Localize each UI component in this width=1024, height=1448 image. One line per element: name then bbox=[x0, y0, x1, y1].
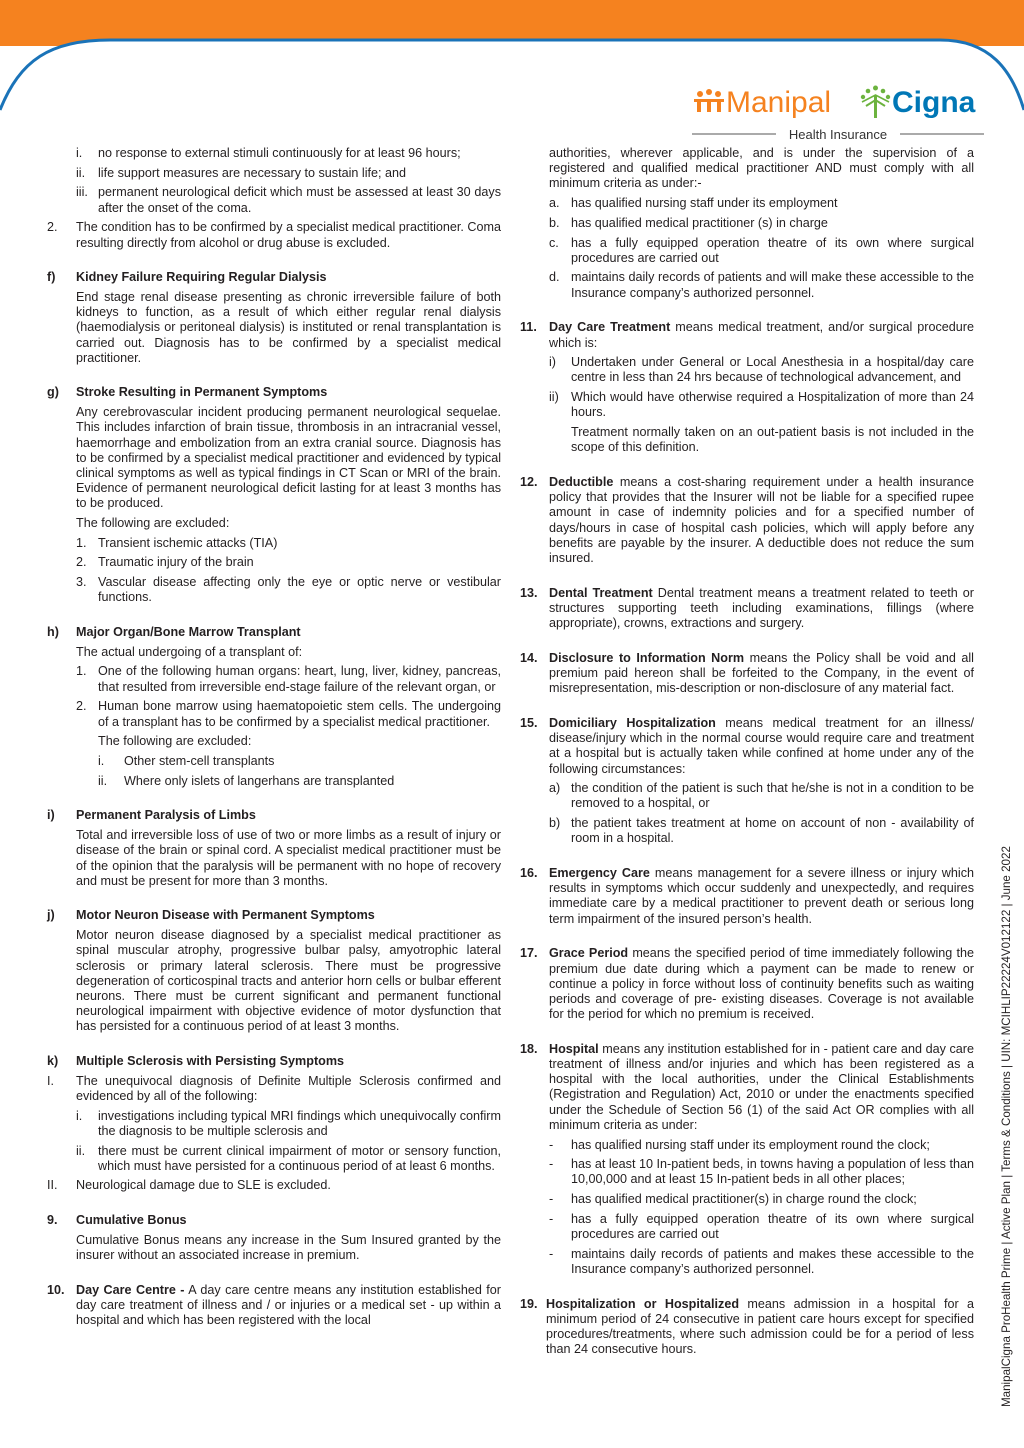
list-item: iii. permanent neurological deficit which must be assessed at least 30 days after the onset of the coma. bbox=[76, 185, 501, 215]
section-heading: k) Multiple Sclerosis with Persisting Symptoms bbox=[47, 1054, 345, 1069]
list-item: d. maintains daily records of patients and will make these accessible to the Insurance company’s authorized personnel. bbox=[549, 270, 974, 300]
list-item: i. Other stem-cell transplants bbox=[98, 754, 275, 768]
manipal-mark-icon bbox=[694, 89, 724, 112]
definition-item: 18. Hospital means any institution established for in - patient care and day care treatment of illness and/or injuries and which has been registered as a hospital with the local authorities, under the Clinical Establishments (Registration and Regulation) Act, 2010 or under the enactments specified under the Schedule of Section 56 (1) of the said Act OR complies with all minimum criteria as under: bbox=[520, 1041, 974, 1132]
list-item: a) the condition of the patient is such that he/she is not in a condition to be removed to a hospital, or bbox=[549, 781, 974, 811]
svg-text:Health Insurance: Health Insurance bbox=[788, 127, 888, 142]
list-item: ii. Where only islets of langerhans are transplanted bbox=[98, 773, 395, 788]
list-item: 2. Traumatic injury of the brain bbox=[76, 555, 254, 570]
manipal-cigna-logo bbox=[690, 82, 990, 144]
definition-item: 14. Disclosure to Information Norm means the Policy shall be void and all premium paid hereon shall be forfeited to the Company, in the event of misrepresentation, mis-description or non-disclosure of any material fact. bbox=[520, 650, 974, 696]
definition-item: 11. Day Care Treatment means medical treatment, and/or surgical procedure which is: bbox=[520, 320, 974, 350]
list-item: i) Undertaken under General or Local Anesthesia in a hospital/day care centre in less than 24 hrs because of technological advancement, and bbox=[549, 355, 974, 385]
paragraph: The following are excluded: bbox=[98, 734, 252, 749]
cigna-tree-icon bbox=[861, 86, 890, 119]
list-item: b. has qualified medical practitioner (s) in charge bbox=[549, 215, 828, 230]
paragraph: The following are excluded: bbox=[76, 516, 230, 531]
paragraph: Total and irreversible loss of use of two or more limbs as a result of injury or disease of the brain or spinal cord. A specialist medical practitioner must be of the opinion that the paralysis will be permanent with no hope of recovery and must be present for more than 3 months. bbox=[76, 828, 501, 888]
paragraph: End stage renal disease presenting as chronic irreversible failure of both kidneys to function, as a result of which either regular renal dialysis (haemodialysis or peritoneal dialysis) is instituted or renal transplantation is carried out. Diagnosis has to be confirmed by a specialist medical practitioner. bbox=[76, 289, 501, 365]
paragraph: Cumulative Bonus means any increase in the Sum Insured granted by the insurer without an associated increase in premium. bbox=[76, 1232, 501, 1263]
list-item: 2. The condition has to be confirmed by a specialist medical practitioner. Coma resulting directly from alcohol or drug abuse is excluded. bbox=[47, 220, 501, 250]
list-item: i. no response to external stimuli continuously for at least 96 hours; bbox=[76, 146, 461, 160]
paragraph: The actual undergoing of a transplant of: bbox=[76, 644, 303, 659]
paragraph: Motor neuron disease diagnosed by a specialist medical practitioner as spinal muscular atrophy, progressive bulbar palsy, amyotrophic lateral sclerosis or primary lateral sclerosis. There must be progressive degeneration of corticospinal tracts and anterior horn cells or bulbar efferent neurons. There must be current significant and permanent functional neurological impairment with objective evidence of motor dysfunction that has persisted for a continuous period of at least 3 months. bbox=[76, 928, 501, 1034]
definition-item: 15. Domiciliary Hospitalization means medical treatment for an illness/ disease/injury which in the normal course would require care and treatment at a hospital but is actually taken while confined at home under any of the following circumstances: bbox=[520, 715, 974, 776]
list-item: c. has a fully equipped operation theatre of its own where surgical procedures are carried out bbox=[549, 235, 974, 265]
svg-text:Cigna: Cigna bbox=[892, 86, 976, 119]
definition-item: 13. Dental Treatment Dental treatment means a treatment related to teeth or structures supporting teeth including examinations, fillings (where appropriate), crowns, extractions and surgery. bbox=[520, 585, 974, 631]
left-column bbox=[47, 146, 501, 1333]
list-item: - has qualified medical practitioner(s) in charge round the clock; bbox=[549, 1192, 917, 1207]
side-footer-text: ManipalCigna ProHealth Prime | Active Plan | Terms & Conditions | UIN: MCIHLIP22224V012122 | June 2022 bbox=[1000, 846, 1013, 1407]
list-item: - maintains daily records of patients and makes these accessible to the Insurance company’s authorized personnel. bbox=[549, 1246, 974, 1276]
list-item: - has qualified nursing staff under its employment round the clock; bbox=[549, 1137, 930, 1152]
list-item: a. has qualified nursing staff under its employment bbox=[549, 196, 838, 211]
definition-item: 17. Grace Period means the specified period of time immediately following the premium due date during which a payment can be made to renew or continue a policy in force without loss of continuity benefits such as waiting periods and coverage of pre- existing diseases. Coverage is not available for the period for which no premium is received. bbox=[520, 946, 974, 1022]
list-item: - has a fully equipped operation theatre of its own where surgical procedures are carried out bbox=[549, 1211, 974, 1242]
list-item: - has at least 10 In-patient beds, in towns having a population of less than 10,00,000 and at least 15 In-patient beds in all other places; bbox=[549, 1157, 974, 1187]
section-heading: f) Kidney Failure Requiring Regular Dialysis bbox=[47, 270, 327, 285]
list-item: ii) Which would have otherwise required a Hospitalization of more than 24 hours. bbox=[549, 390, 974, 420]
list-item: ii. there must be current clinical impairment of motor or sensory function, which must have persisted for a continuous period of at least 6 months. bbox=[76, 1143, 501, 1173]
list-item: 1. One of the following human organs: heart, lung, liver, kidney, pancreas, that resulted from irreversible end-stage failure of the relevant organ, or bbox=[76, 664, 501, 694]
section-heading: j) Motor Neuron Disease with Permanent Symptoms bbox=[47, 908, 375, 923]
section-heading: g) Stroke Resulting in Permanent Symptoms bbox=[47, 385, 328, 400]
paragraph: Any cerebrovascular incident producing permanent neurological sequelae. This includes infarction of brain tissue, thrombosis in an intracranial vessel, haemorrhage and embolization from an extra cranial source. Diagnosis has to be confirmed by a specialist medical practitioner and evidenced by typical clinical symptoms as well as typical findings in CT Scan or MRI of the brain. Evidence of permanent neurological deficit lasting for at least 3 months has to be produced. bbox=[76, 405, 501, 511]
section-heading: i) Permanent Paralysis of Limbs bbox=[47, 808, 256, 823]
right-column bbox=[520, 146, 974, 1362]
definition-item: 12. Deductible means a cost-sharing requirement under a health insurance policy that provides that the Insurer will not be liable for a specified rupee amount in case of indemnity policies and for a specified number of days/hours in case of hospital cash policies, which will apply before any benefits are payable by the insurer. A deductible does not reduce the sum insured. bbox=[520, 474, 974, 565]
list-item: b) the patient takes treatment at home on account of non - availability of room in a hospital. bbox=[549, 816, 974, 846]
list-item: i. investigations including typical MRI findings which unequivocally confirm the diagnosis to be multiple sclerosis and bbox=[76, 1108, 501, 1138]
section-heading: 9. Cumulative Bonus bbox=[47, 1213, 187, 1228]
list-item: I. The unequivocal diagnosis of Definite Multiple Sclerosis confirmed and evidenced by all of the following: bbox=[47, 1073, 501, 1103]
list-item: 1. Transient ischemic attacks (TIA) bbox=[76, 535, 278, 550]
list-item: 3. Vascular disease affecting only the eye or optic nerve or vestibular functions. bbox=[76, 575, 501, 605]
definition-item: 16. Emergency Care means management for a severe illness or injury which results in symptoms which occur suddenly and unexpectedly, and requires immediate care by a medical practitioner to prevent death or serious long term impairment of the insured person’s health. bbox=[520, 866, 974, 926]
svg-text:Manipal: Manipal bbox=[726, 86, 832, 119]
definition-item: 19. Hospitalization or Hospitalized means admission in a hospital for a minimum period of 24 consecutive in patient care hours except for specified procedures/treatments, where such admission could be for a period of less than 24 consecutive hours. bbox=[520, 1296, 975, 1357]
list-item: ii. life support measures are necessary to sustain life; and bbox=[76, 165, 407, 180]
section-heading: h) Major Organ/Bone Marrow Transplant bbox=[47, 625, 301, 640]
paragraph: authorities, wherever applicable, and is under the supervision of a registered and qualified medical practitioner AND must comply with all minimum criteria as under:- bbox=[549, 146, 974, 191]
list-item: 2. Human bone marrow using haematopoietic stem cells. The undergoing of a transplant has to be confirmed by a specialist medical practitioner. bbox=[76, 699, 501, 729]
list-item: II. Neurological damage due to SLE is excluded. bbox=[47, 1178, 331, 1193]
definition-item: 10. Day Care Centre - A day care centre means any institution established for day care treatment of illness and / or injuries or a medical set - up within a hospital and which has been registered with the local bbox=[47, 1282, 501, 1328]
paragraph: Treatment normally taken on an out-patient basis is not included in the scope of this definition. bbox=[571, 425, 974, 455]
